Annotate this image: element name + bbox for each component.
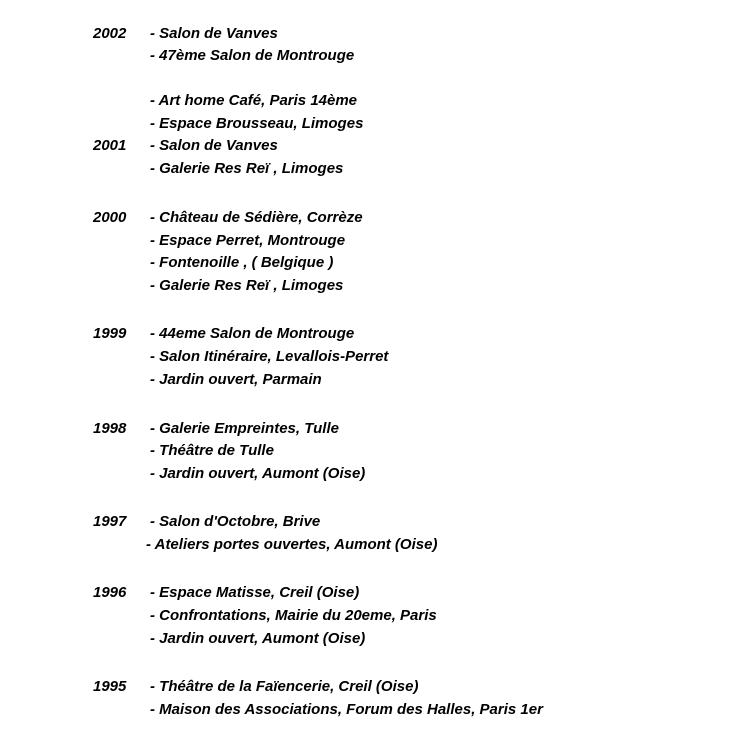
year-label: 2001 — [93, 137, 127, 154]
exhibition-entry: - Théâtre de Tulle — [150, 442, 274, 459]
year-label: 2000 — [93, 209, 127, 226]
exhibition-entry: - Espace Perret, Montrouge — [150, 232, 346, 249]
exhibition-entry: - Théâtre de la Faïencerie, Creil (Oise) — [150, 678, 419, 695]
exhibition-entry: - Salon de Vanves — [150, 137, 278, 154]
exhibition-entry: - Espace Brousseau, Limoges — [150, 115, 364, 132]
exhibition-entry: - Salon d'Octobre, Brive — [150, 513, 321, 530]
exhibition-entry: - Château de Sédière, Corrèze — [150, 209, 363, 226]
exhibition-entry: - Confrontations, Mairie du 20eme, Paris — [150, 607, 437, 624]
exhibition-entry: - Fontenoille , ( Belgique ) — [150, 254, 334, 271]
year-label: 1995 — [93, 678, 127, 695]
year-label: 1999 — [93, 325, 127, 342]
year-label: 1996 — [93, 584, 127, 601]
exhibition-entry: - 44eme Salon de Montrouge — [150, 325, 355, 342]
exhibition-entry: - Ateliers portes ouvertes, Aumont (Oise) — [146, 536, 438, 553]
exhibition-entry: - Galerie Empreintes, Tulle — [150, 420, 339, 437]
exhibition-entry: - Espace Matisse, Creil (Oise) — [150, 584, 360, 601]
exhibition-entry: - Galerie Res Reï , Limoges — [150, 277, 344, 294]
exhibition-entry: - Jardin ouvert, Parmain — [150, 371, 322, 388]
exhibition-entry: - 47ème Salon de Montrouge — [150, 47, 355, 64]
exhibition-entry: - Salon Itinéraire, Levallois-Perret — [150, 348, 389, 365]
year-label: 2002 — [93, 25, 127, 42]
exhibition-entry: - Jardin ouvert, Aumont (Oise) — [150, 465, 366, 482]
year-label: 1997 — [93, 513, 127, 530]
exhibition-entry: - Galerie Res Reï , Limoges — [150, 160, 344, 177]
exhibition-entry: - Jardin ouvert, Aumont (Oise) — [150, 630, 366, 647]
year-label: 1998 — [93, 420, 127, 437]
exhibition-entry: - Salon de Vanves — [150, 25, 278, 42]
exhibition-entry: - Art home Café, Paris 14ème — [150, 92, 358, 109]
exhibition-entry: - Maison des Associations, Forum des Halles, Paris 1er — [150, 701, 543, 718]
